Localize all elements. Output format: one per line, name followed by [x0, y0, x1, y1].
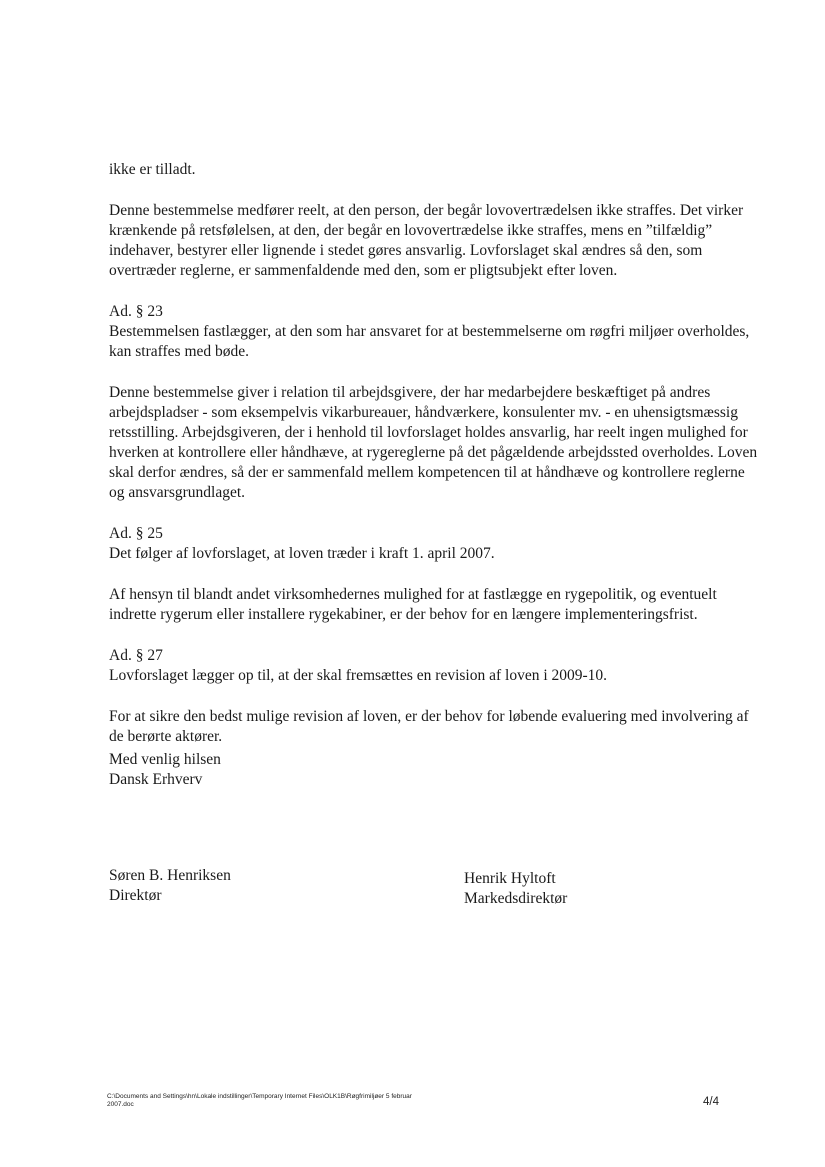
paragraph-section-27-revision: Lovforslaget lægger op til, at der skal fremsættes en revision af loven i 2009-10.	[109, 667, 608, 684]
paragraph-section-23-employers: Denne bestemmelse giver i relation til arbejdsgivere, der har medarbejdere beskæftiget på andres arbejdspladser - som eksempelvis vikarbureauer, håndværkere, konsulenter mv. - en uhensigtsmæssig retsstilling. Arbejdsgiveren, der i henhold til lovforslaget holdes ansvarlig, har reelt ingen mulighed for hverken at kontrollere eller håndhæve, at rygereglerne på det pågældende arbejdssted overholdes. Loven skal derfor ændres, så der er sammenfald mellem kompetencen til at håndhæve og kontrollere reglerne og ansvarsgrundlaget.	[109, 384, 758, 501]
paragraph-liability-criticism: Denne bestemmelse medfører reelt, at den person, der begår lovovertrædelsen ikke straffes. Det virker krænkende på retsfølelsen, at den, der begår en lovovertrædelse ikke straffes, mens en ”tilfældig” indehaver, bestyrer eller lignende i stedet gøres ansvarlig. Lovforslaget skal ændres så den, som overtræder reglerne, er sammenfaldende med den, som er pligtsubjekt efter loven.	[109, 202, 744, 279]
signer-title: Markedsdirektør	[464, 890, 568, 907]
paragraph-section-23-summary: Bestemmelsen fastlægger, at den som har ansvaret for at bestemmelserne om røgfri miljøer overholdes, kan straffes med bøde.	[109, 323, 750, 360]
closing-greeting: Med venlig hilsen	[109, 751, 221, 768]
paragraph-intro: ikke er tilladt.	[109, 161, 196, 178]
paragraph-section-27-evaluation: For at sikre den bedst mulige revision af loven, er der behov for løbende evaluering med involvering af de berørte aktører.	[109, 708, 749, 745]
signer-title: Direktør	[109, 887, 162, 904]
paragraph-section-25-implementation: Af hensyn til blandt andet virksomhedernes mulighed for at fastlægge en rygepolitik, og eventuelt indrette rygerum eller installere rygekabiner, er der behov for en længere implementeringsfrist.	[109, 586, 717, 623]
letter-body	[109, 160, 759, 768]
footer-file-path: C:\Documents and Settings\hn\Lokale indstillinger\Temporary Internet Files\OLK1B\Røgfrimiljøer 5 februar 2007.doc	[107, 1093, 412, 1108]
section-heading-25: Ad. § 25	[109, 525, 163, 542]
section-heading-23: Ad. § 23	[109, 303, 163, 320]
closing-organization: Dansk Erhverv	[109, 771, 203, 788]
letter-closing	[109, 750, 221, 790]
paragraph-section-25-effective-date: Det følger af lovforslaget, at loven træder i kraft 1. april 2007.	[109, 545, 495, 562]
signer-right	[464, 869, 567, 909]
signer-left	[109, 866, 231, 906]
page-number: 4/4	[703, 1096, 719, 1108]
signer-name: Søren B. Henriksen	[109, 867, 231, 884]
signer-name: Henrik Hyltoft	[464, 870, 556, 887]
section-heading-27: Ad. § 27	[109, 647, 163, 664]
